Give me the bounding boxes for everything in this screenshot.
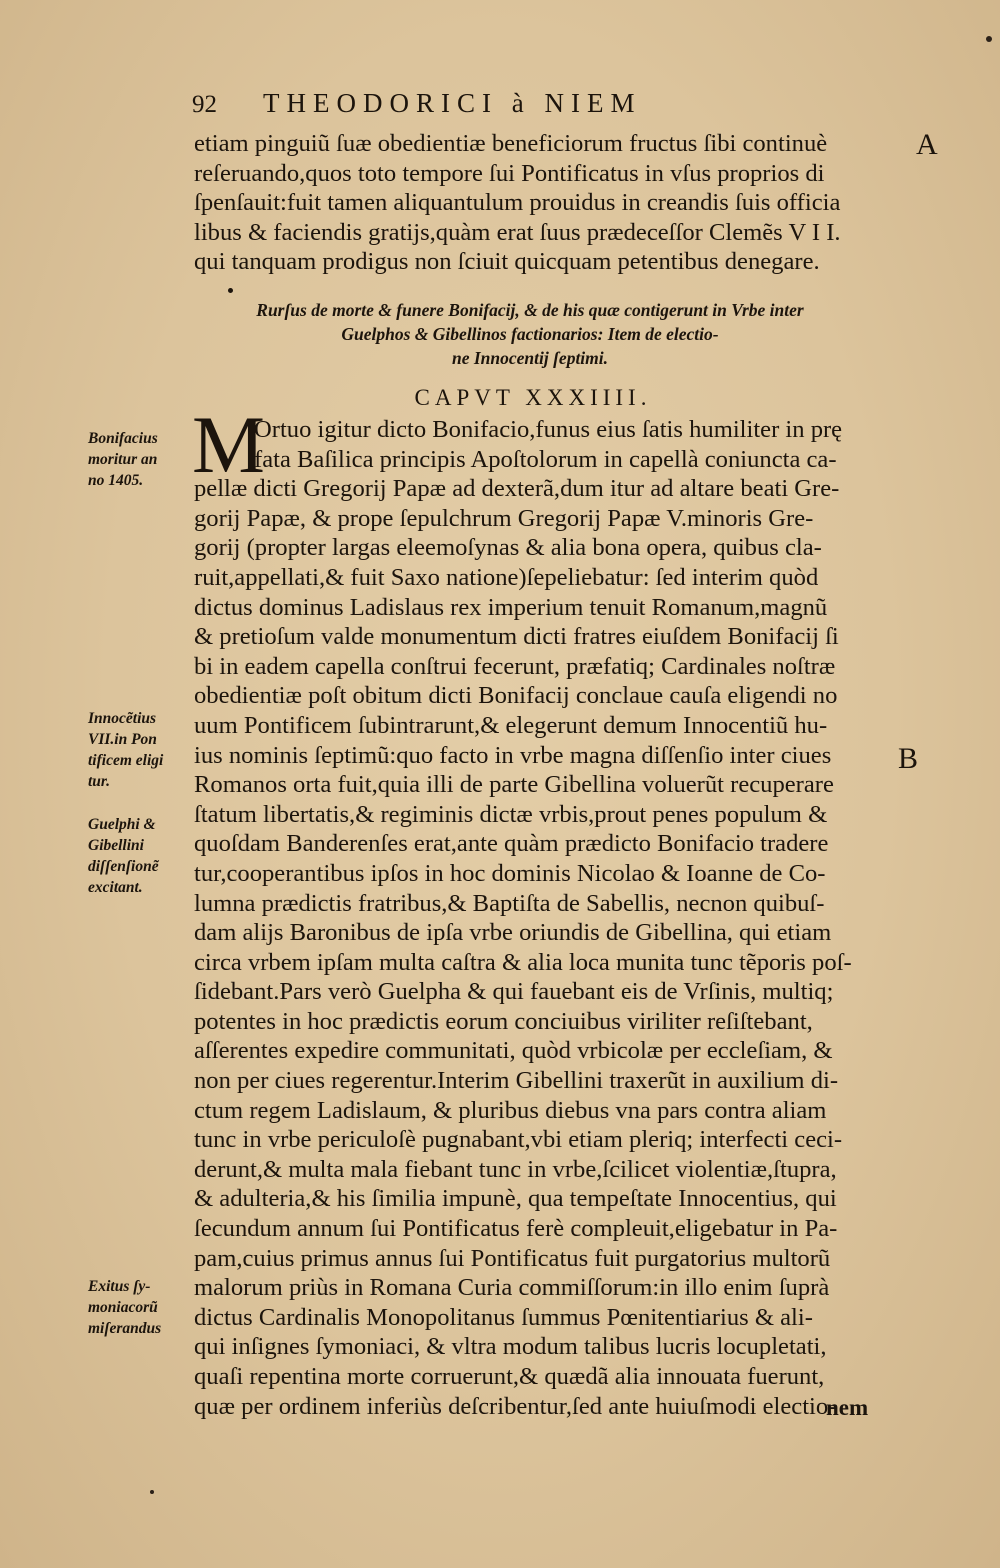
drop-cap: M bbox=[192, 399, 265, 490]
margin-note-line: tur. bbox=[88, 773, 110, 790]
margin-note-line: VII.in Pon bbox=[88, 731, 157, 748]
text-line: malorum priùs in Romana Curia commiſſorum:in illo enim ſuprà bbox=[194, 1274, 830, 1302]
margin-note-line: Guelphi & bbox=[88, 816, 156, 833]
rubric-line: ne Innocentij ſeptimi. bbox=[451, 348, 609, 368]
margin-note-exitus bbox=[88, 1276, 188, 1339]
chapter-rubric bbox=[220, 298, 840, 370]
side-mark-a: A bbox=[916, 128, 938, 161]
text-line: dictus dominus Ladislaus rex imperium tenuit Romanum,magnũ bbox=[194, 593, 828, 621]
text-line: ſtatum libertatis,& regiminis dictæ vrbis,prout penes populum & bbox=[194, 800, 828, 828]
text-line: derunt,& multa mala fiebant tunc in vrbe,ſcilicet violentiæ,ſtupra, bbox=[194, 1155, 837, 1183]
text-line: qui inſignes ſymoniaci, & vltra modum talibus lucris locupletati, bbox=[194, 1333, 827, 1361]
chapter-heading: CAPVT XXXIIII. bbox=[414, 385, 652, 410]
text-line: libus & faciendis gratijs,quàm erat ſuus prædeceſſor Clemẽs V I I. bbox=[194, 218, 841, 246]
margin-note-line: miſerandus bbox=[88, 1320, 162, 1337]
running-title: THEODORICI à NIEM bbox=[263, 88, 642, 118]
rubric-line: Rurſus de morte & funere Bonifacij, & de his quæ contigerunt in Vrbe inter bbox=[256, 300, 804, 320]
text-block-main bbox=[194, 415, 894, 1421]
margin-note-line: Exitus ſy- bbox=[88, 1278, 151, 1295]
text-line: potentes in hoc prædictis eorum conciuibus viriliter reſiſtebant, bbox=[194, 1007, 813, 1035]
text-line: obedientiæ poſt obitum dicti Bonifacij conclaue cauſa eligendi no bbox=[194, 682, 838, 710]
ink-speck bbox=[986, 36, 992, 42]
text-line: ſidebant.Pars verò Guelpha & qui fauebant eis de Vrſinis, multiq; bbox=[194, 978, 834, 1006]
side-mark-b: B bbox=[898, 742, 919, 775]
text-block-top bbox=[194, 129, 894, 277]
margin-note-line: tificem eligi bbox=[88, 752, 164, 769]
text-line: gorij Papæ, & prope ſepulchrum Gregorij Papæ V.minoris Gre- bbox=[194, 504, 814, 532]
margin-note-line: excitant. bbox=[88, 879, 143, 896]
text-line: dam alijs Baronibus de ipſa vrbe oriundis de Gibellina, qui etiam bbox=[194, 919, 832, 947]
text-line: & pretioſum valde monumentum dicti fratres eiuſdem Bonifacij ſi bbox=[194, 623, 839, 651]
text-line: ſpenſauit:fuit tamen aliquantulum prouidus in creandis ſuis officia bbox=[194, 189, 841, 217]
text-line: gorij (propter largas eleemoſynas & alia bona opera, quibus cla- bbox=[194, 534, 822, 562]
text-line: lumna prædictis fratribus,& Baptiſta de Sabellis, necnon quibuſ- bbox=[194, 889, 825, 917]
text-line: ſecundum annum ſui Pontificatus ferè compleuit,eligebatur in Pa- bbox=[194, 1215, 838, 1243]
text-line: tur,cooperantibus ipſos in hoc dominis Nicolao & Ioanne de Co- bbox=[194, 859, 826, 887]
ink-speck bbox=[150, 1490, 154, 1494]
text-line: Ortuo igitur dicto Bonifacio,funus eius ſatis humiliter in prę bbox=[254, 416, 843, 443]
text-line: uum Pontificem ſubintrarunt,& elegerunt demum Innocentiũ hu- bbox=[194, 711, 828, 739]
text-line: aſſerentes expedire communitati, quòd vrbicolæ per eccleſiam, & bbox=[194, 1037, 833, 1065]
text-line: fata Baſilica principis Apoſtolorum in capellà coniuncta ca- bbox=[254, 445, 837, 473]
margin-note-line: Innocẽtius bbox=[88, 710, 157, 727]
text-line: quaſi repentina morte corruerunt,& quædã alia innouata fuerunt, bbox=[194, 1363, 825, 1390]
running-head bbox=[192, 88, 812, 119]
catchword: nem bbox=[826, 1395, 869, 1420]
rubric-bullet bbox=[228, 288, 233, 293]
margin-note-guelphi bbox=[88, 814, 188, 898]
text-line: Romanos orta fuit,quia illi de parte Gibellina voluerũt recuperare bbox=[194, 771, 834, 799]
text-line: ruit,appellati,& fuit Saxo natione)ſepeliebatur: ſed interim quòd bbox=[194, 563, 819, 591]
margin-note-line: Gibellini bbox=[88, 837, 144, 854]
margin-note-line: moritur an bbox=[88, 451, 158, 468]
margin-note-line: no 1405. bbox=[88, 472, 144, 489]
text-line: & adulteria,& his ſimilia impunè, qua tempeſtate Innocentius, qui bbox=[194, 1185, 837, 1213]
margin-note-line: moniacorũ bbox=[88, 1299, 158, 1316]
margin-note-line: Bonifacius bbox=[88, 430, 158, 447]
text-line: quoſdam Banderenſes erat,ante quàm prædicto Bonifacio tradere bbox=[194, 830, 829, 858]
margin-note-line: diſſenſionẽ bbox=[88, 858, 159, 875]
text-line: pam,cuius primus annus ſui Pontificatus fuit purgatorius multorũ bbox=[194, 1244, 831, 1272]
text-line: bi in eadem capella conſtrui fecerunt, præfatiq; Cardinales noſtræ bbox=[194, 652, 836, 680]
text-line: tunc in vrbe periculoſè pugnabant,vbi etiam pleriq; interfecti ceci- bbox=[194, 1126, 843, 1154]
text-line: etiam pinguiũ ſuæ obedientiæ beneficiorum fructus ſibi continuè bbox=[194, 130, 828, 157]
text-line: dictus Cardinalis Monopolitanus ſummus Pœnitentiarius & ali- bbox=[194, 1303, 813, 1331]
text-line: non per ciues regerentur.Interim Gibellini traxerũt in auxilium di- bbox=[194, 1067, 839, 1095]
text-line: reſeruando,quos toto tempore ſui Pontificatus in vſus proprios di bbox=[194, 159, 825, 187]
text-line: circa vrbem ipſam multa caſtra & alia loca munita tunc tẽporis poſ- bbox=[194, 948, 852, 976]
margin-note-innocentius bbox=[88, 708, 188, 792]
text-line: qui tanquam prodigus non ſciuit quicquam petentibus denegare. bbox=[194, 248, 820, 276]
rubric-line: Guelphos & Gibellinos factionarios: Item de electio- bbox=[341, 324, 719, 344]
page-number: 92 bbox=[192, 91, 217, 118]
text-line: pellæ dicti Gregorij Papæ ad dexterã,dum itur ad altare beati Gre- bbox=[194, 475, 840, 503]
margin-note-bonifacius bbox=[88, 428, 188, 491]
text-line: ius nominis ſeptimũ:quo facto in vrbe magna diſſenſio inter ciues bbox=[194, 741, 832, 769]
text-line: ctum regem Ladislaum, & pluribus diebus vna pars contra aliam bbox=[194, 1096, 827, 1124]
text-line: quæ per ordinem inferiùs deſcribentur,ſed ante huiuſmodi electio- bbox=[194, 1392, 837, 1420]
